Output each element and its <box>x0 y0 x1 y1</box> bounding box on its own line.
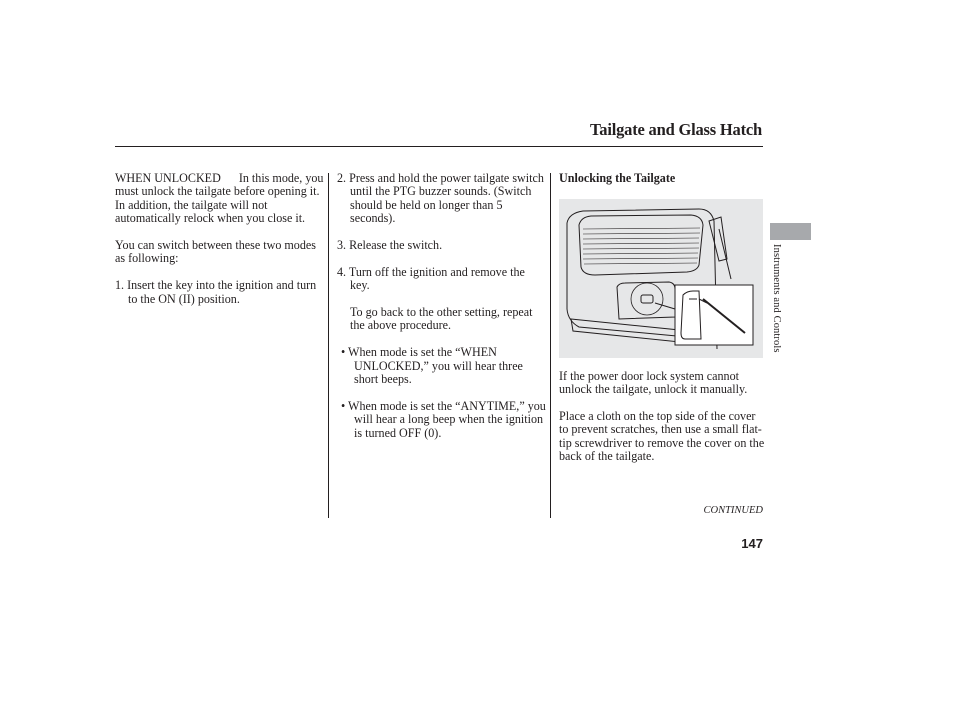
step-3: 3. Release the switch. <box>337 238 443 253</box>
switch-modes-paragraph: You can switch between these two modes as following: <box>115 238 316 266</box>
column-divider-2 <box>550 173 551 518</box>
continued-label: CONTINUED <box>703 505 763 516</box>
cover-removal-paragraph: Place a cloth on the top side of the cover to prevent scratches, then use a small flat-tip screwdriver to remove the cover on the back of the tailgate. <box>559 409 765 464</box>
title-rule <box>115 146 763 147</box>
column-2 <box>337 172 547 453</box>
when-unlocked-paragraph <box>115 172 327 226</box>
mode-description: In this mode, you must unlock the tailgate before opening it. In addition, the tailgate will not automatically relock when you close it. <box>115 171 324 226</box>
tailgate-illustration <box>559 199 763 358</box>
step-4: 4. Turn off the ignition and remove the key. <box>337 264 525 293</box>
column-3 <box>559 172 765 477</box>
section-tab <box>770 223 811 240</box>
manual-unlock-paragraph: If the power door lock system cannot unlock the tailgate, unlock it manually. <box>559 368 748 397</box>
tailgate-cover-diagram <box>559 199 763 358</box>
bullet-anytime: • When mode is set the “ANYTIME,” you will hear a long beep when the ignition is turned OFF (0). <box>341 398 546 440</box>
page-number: 147 <box>741 536 763 551</box>
section-heading: Unlocking the Tailgate <box>559 171 676 185</box>
step-2: 2. Press and hold the power tailgate switch until the PTG buzzer sounds. (Switch should be held on longer than 5 seconds). <box>337 171 544 226</box>
repeat-note: To go back to the other setting, repeat the above procedure. <box>350 305 533 333</box>
bullet-when-unlocked: • When mode is set the “WHEN UNLOCKED,” you will hear three short beeps. <box>341 345 523 387</box>
column-1 <box>115 172 327 319</box>
column-divider-1 <box>328 173 329 518</box>
page-title: Tailgate and Glass Hatch <box>590 120 762 139</box>
step-1: 1. Insert the key into the ignition and turn to the ON (II) position. <box>115 278 317 306</box>
mode-label: WHEN UNLOCKED <box>115 171 221 185</box>
section-side-label: Instruments and Controls <box>771 244 782 353</box>
